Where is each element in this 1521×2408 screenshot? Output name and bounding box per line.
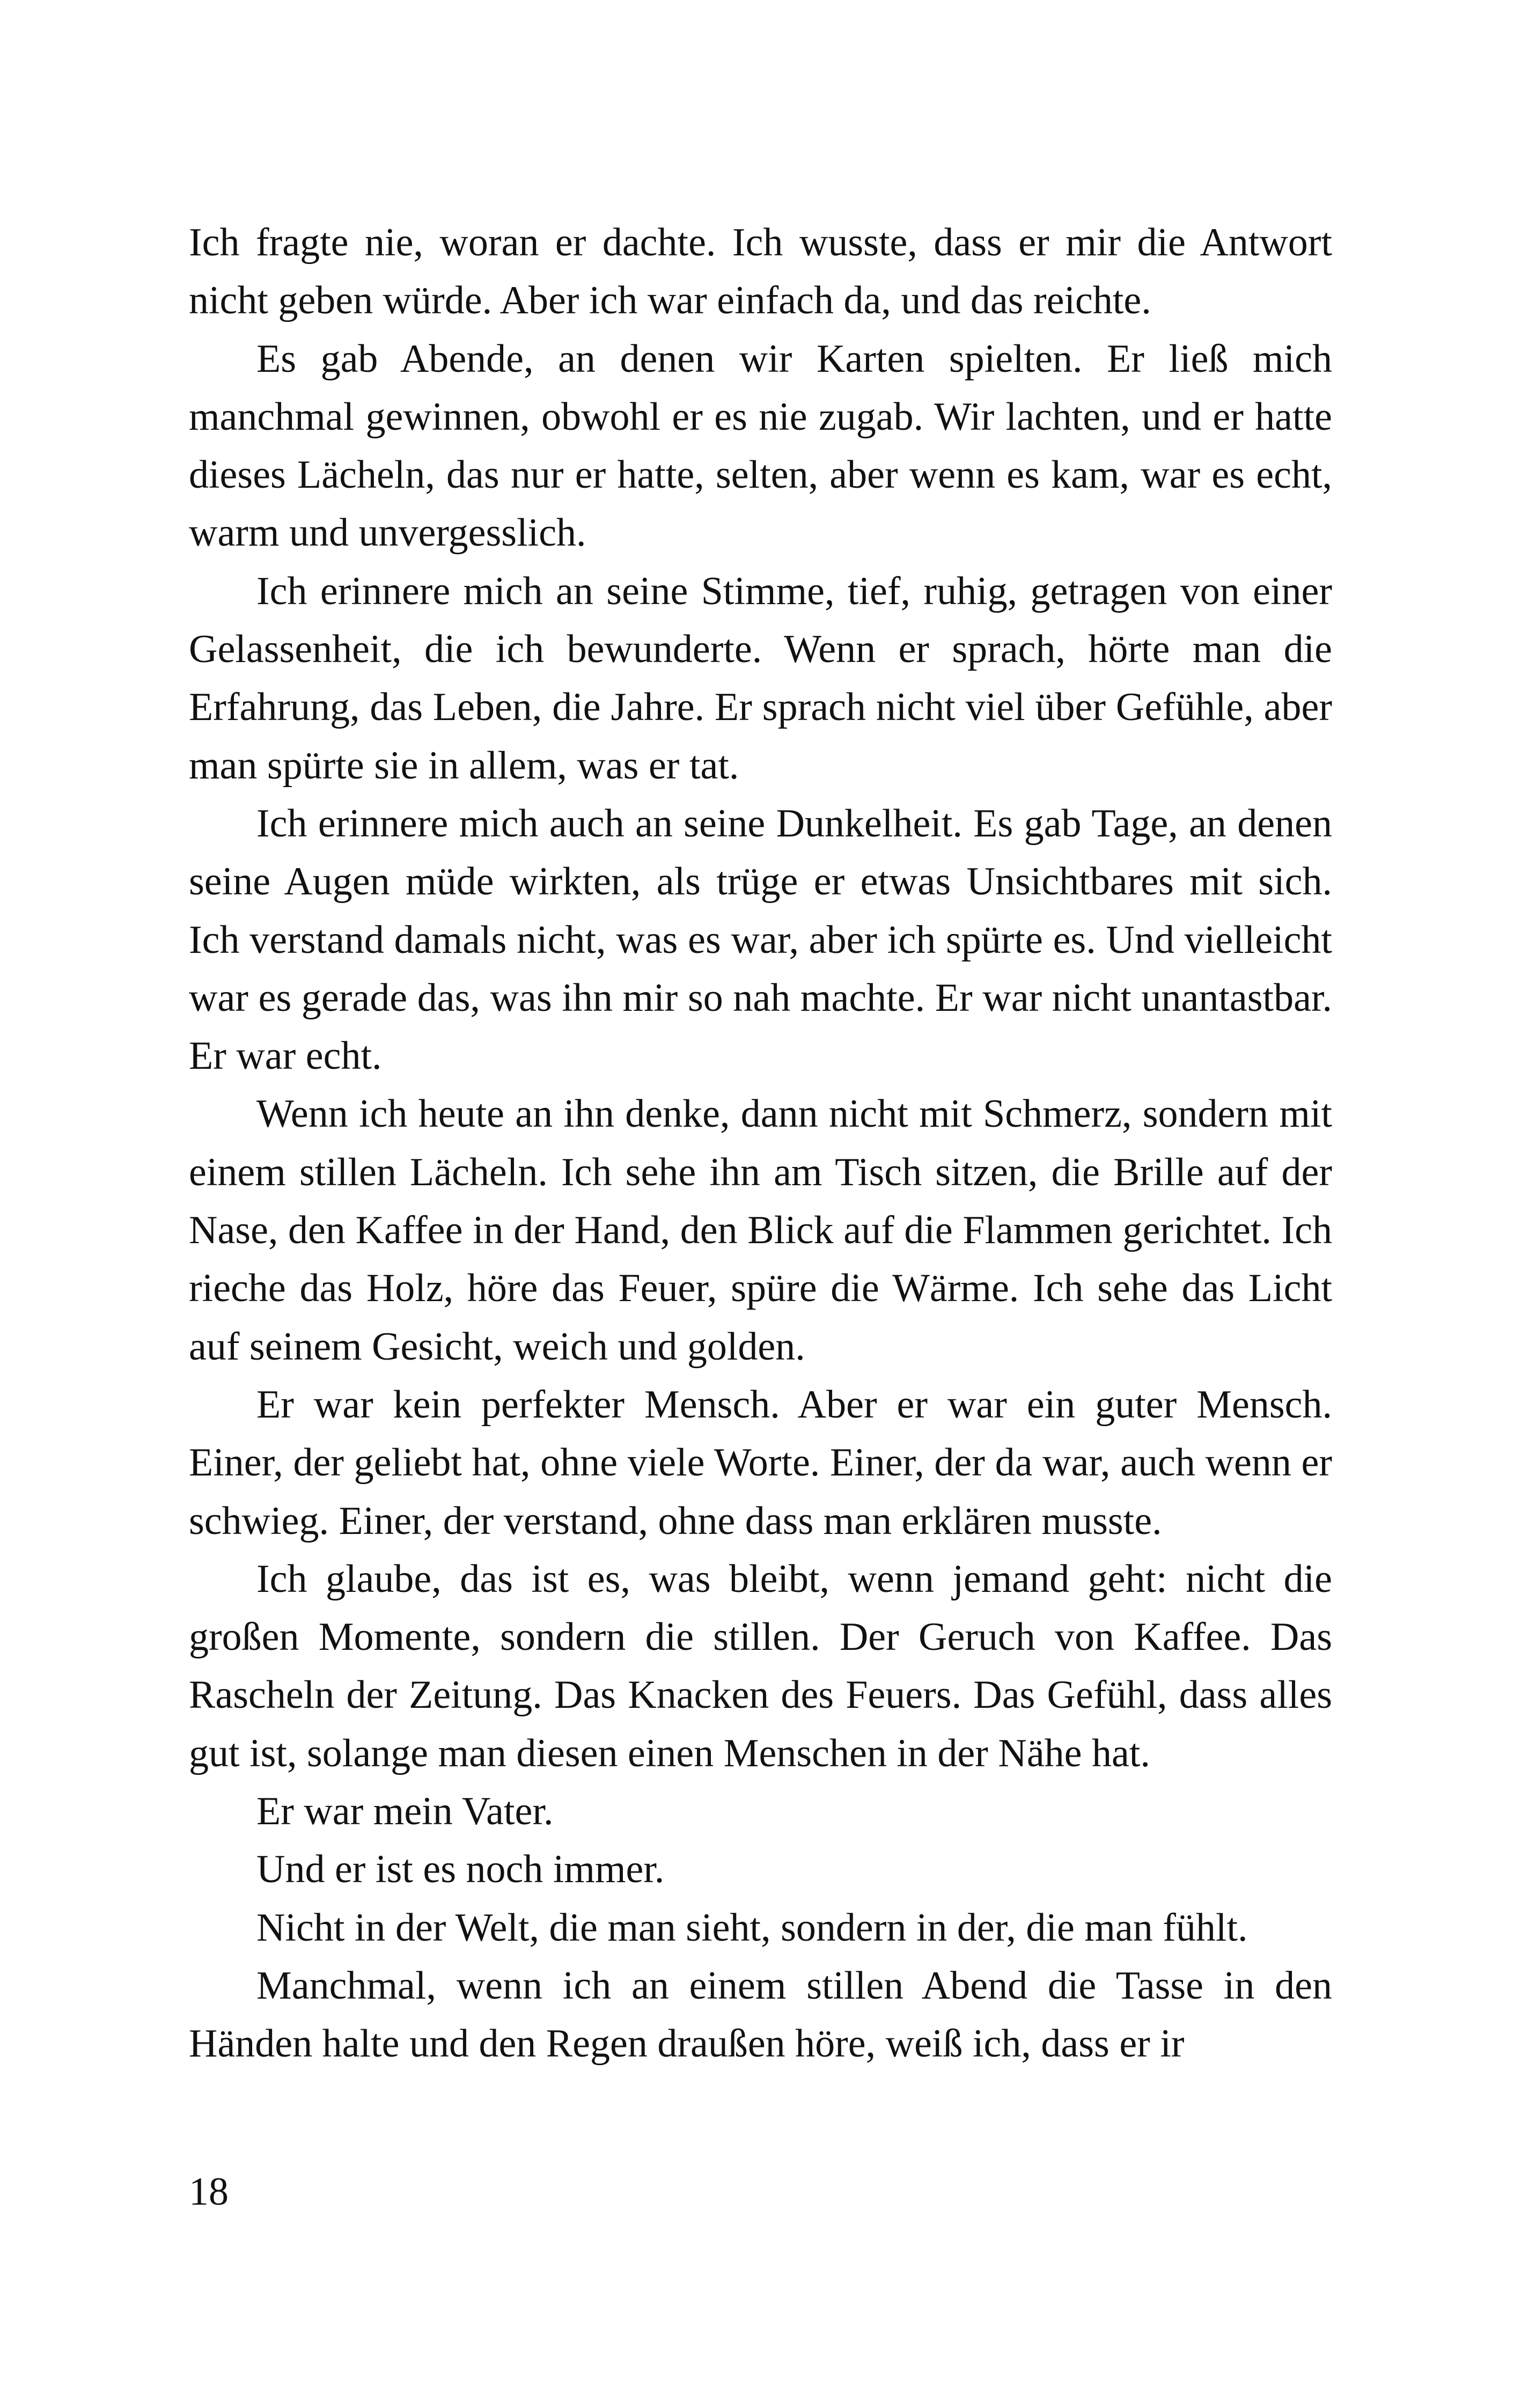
paragraph: Es gab Abende, an denen wir Karten spielten. Er ließ mich manchmal gewinnen, obwohl er es nie zugab. Wir lachten, und er hatte dieses Lächeln, das nur er hatte, selten, aber wenn es kam, war es echt, warm und unvergesslich. xyxy=(189,336,1332,555)
paragraph: Manchmal, wenn ich an einem stillen Abend die Tasse in den Händen halte und den Regen draußen höre, weiß ich, dass er ir xyxy=(189,1963,1332,2066)
paragraph: Er war mein Vater. xyxy=(256,1789,554,1834)
paragraph: Nicht in der Welt, die man sieht, sondern in der, die man fühlt. xyxy=(256,1905,1248,1950)
paragraph: Er war kein perfekter Mensch. Aber er war ein guter Mensch. Einer, der geliebt hat, ohne viele Worte. Einer, der da war, auch wenn er schwieg. Einer, der verstand, ohne dass man erklären musste. xyxy=(189,1382,1332,1543)
paragraph: Und er ist es noch immer. xyxy=(256,1847,665,1892)
paragraph: Ich erinnere mich an seine Stimme, tief, ruhig, getragen von einer Gelassenheit, die ich bewunderte. Wenn er sprach, hörte man die Erfahrung, das Leben, die Jahre. Er sprach nicht viel über Gefühle, aber man spürte sie in allem, was er tat. xyxy=(189,569,1332,788)
paragraph: Ich fragte nie, woran er dachte. Ich wusste, dass er mir die Antwort nicht geben würde. Aber ich war einfach da, und das reichte. xyxy=(189,221,1332,323)
paragraph: Ich glaube, das ist es, was bleibt, wenn jemand geht: nicht die großen Momente, sondern die stillen. Der Geruch von Kaffee. Das Rascheln der Zeitung. Das Knacken des Feuers. Das Gefühl, dass alles gut ist, solange man diesen einen Menschen in der Nähe hat. xyxy=(189,1557,1332,1775)
page-number: 18 xyxy=(189,2170,229,2214)
paragraph: Wenn ich heute an ihn denke, dann nicht mit Schmerz, sondern mit einem stillen Lächeln. Ich sehe ihn am Tisch sitzen, die Brille auf der Nase, den Kaffee in der Hand, den Blick auf die Flammen gerichtet. Ich rieche das Holz, höre das Feuer, spüre die Wärme. Ich sehe das Licht auf seinem Gesicht, weich und golden. xyxy=(189,1092,1332,1369)
body-text xyxy=(189,214,1332,2073)
paragraph: Ich erinnere mich auch an seine Dunkelheit. Es gab Tage, an denen seine Augen müde wirkten, als trüge er etwas Unsichtbares mit sich. Ich verstand damals nicht, was es war, aber ich spürte es. Und vielleicht war es gerade das, was ihn mir so nah machte. Er war nicht unantastbar. Er war echt. xyxy=(189,801,1332,1078)
